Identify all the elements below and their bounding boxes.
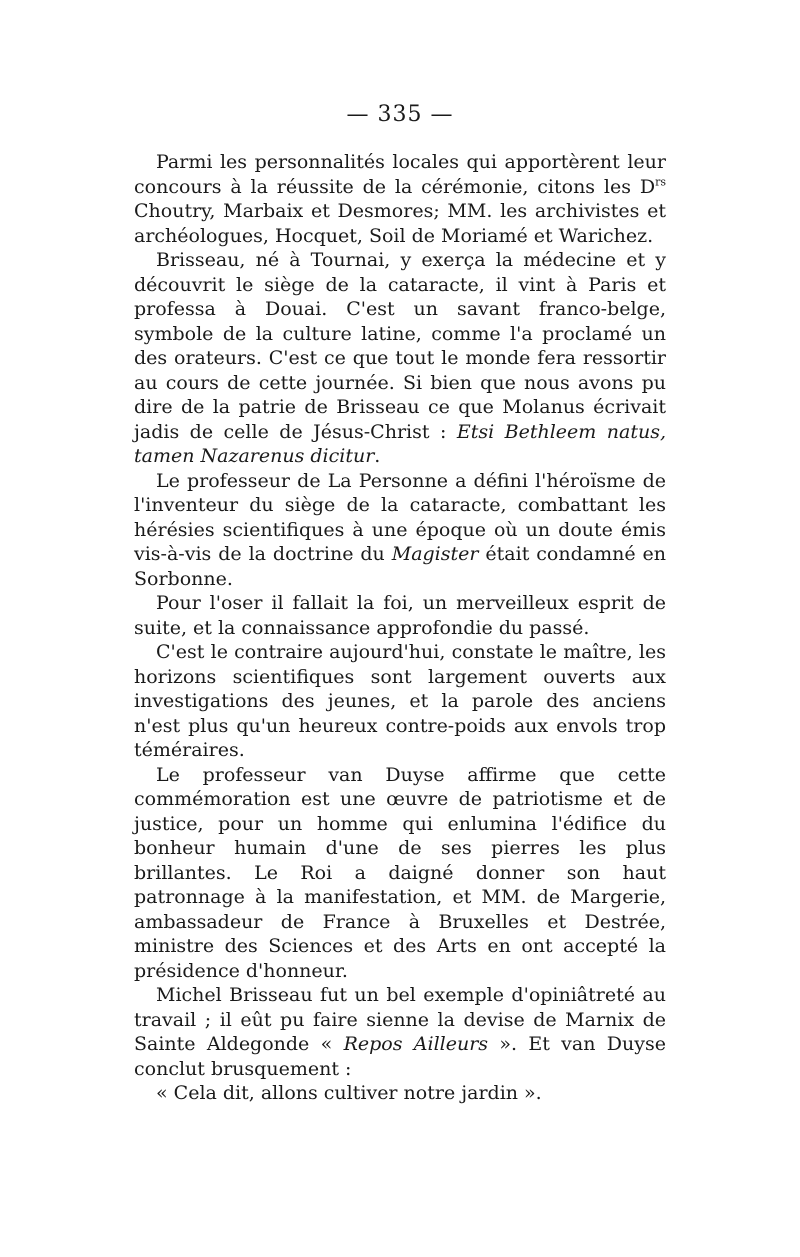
paragraph-6 — [134, 763, 666, 984]
text-run: Le professeur van Duyse affirme que cette commémoration est une œuvre de patriotisme et de justice, pour un homme qui enlumina l'édifice du bonheur humain d'une de ses pierres les plus brillantes. Le Roi a daigné donner son haut patronnage à la manifestation, et MM. de Margerie, ambassadeur de France à Bruxelles et Destrée, ministre des Sciences et des Arts en ont accepté la présidence d'honneur. — [134, 763, 666, 982]
text-run: était condamné en Sorbonne. — [134, 543, 666, 590]
italic-text: Magister — [391, 543, 479, 565]
paragraph-2 — [134, 248, 666, 469]
superscript-text: rs — [655, 175, 666, 189]
text-run: Pour l'oser il fallait la foi, un merveilleux esprit de suite, et la connaissance approfondie du passé. — [134, 592, 666, 639]
paragraph-5 — [134, 640, 666, 763]
text-run: Le professeur de La Personne a défini l'héroïsme de l'inventeur du siège de la cataracte, combattant les hérésies scientifiques à une époque où un doute émis vis-à-vis de la doctrine du — [134, 469, 666, 565]
paragraph-4 — [134, 591, 666, 640]
body-text — [134, 150, 666, 1106]
text-run: « Cela dit, allons cultiver notre jardin ». — [156, 1082, 542, 1104]
document-page — [134, 100, 666, 1106]
text-run: Michel Brisseau fut un bel exemple d'opiniâtreté au travail ; il eût pu faire sienne la devise de Marnix de Sainte Aldegonde « — [134, 984, 666, 1055]
text-run: Parmi les personnalités locales qui apportèrent leur concours à la réussite de la cérémonie, citons les D — [134, 151, 666, 198]
paragraph-7 — [134, 983, 666, 1081]
text-run: . — [374, 445, 381, 467]
text-run: ». Et van Duyse conclut brusquement : — [134, 1033, 666, 1080]
italic-text: Repos Ailleurs — [343, 1033, 489, 1055]
text-run: Choutry, Marbaix et Desmores; MM. les archivistes et archéologues, Hocquet, Soil de Moriamé et Warichez. — [134, 200, 666, 247]
text-run: C'est le contraire aujourd'hui, constate le maître, les horizons scientifiques sont largement ouverts aux investigations des jeunes, et la parole des anciens n'est plus qu'un heureux contre-poids aux envols trop téméraires. — [134, 641, 666, 761]
paragraph-8 — [134, 1081, 666, 1106]
paragraph-3 — [134, 469, 666, 592]
text-run: Brisseau, né à Tournai, y exerça la médecine et y découvrit le siège de la cataracte, il vint à Paris et professa à Douai. C'est un savant franco-belge, symbole de la culture latine, comme l'a proclamé un des orateurs. C'est ce que tout le monde fera ressortir au cours de cette journée. Si bien que nous avons pu dire de la patrie de Brisseau ce que Molanus écrivait jadis de celle de Jésus-Christ : — [134, 249, 666, 443]
italic-text: Etsi Bethleem natus, tamen Nazarenus dicitur — [134, 420, 666, 467]
page-number: — 335 — — [346, 102, 454, 127]
paragraph-1 — [134, 150, 666, 248]
